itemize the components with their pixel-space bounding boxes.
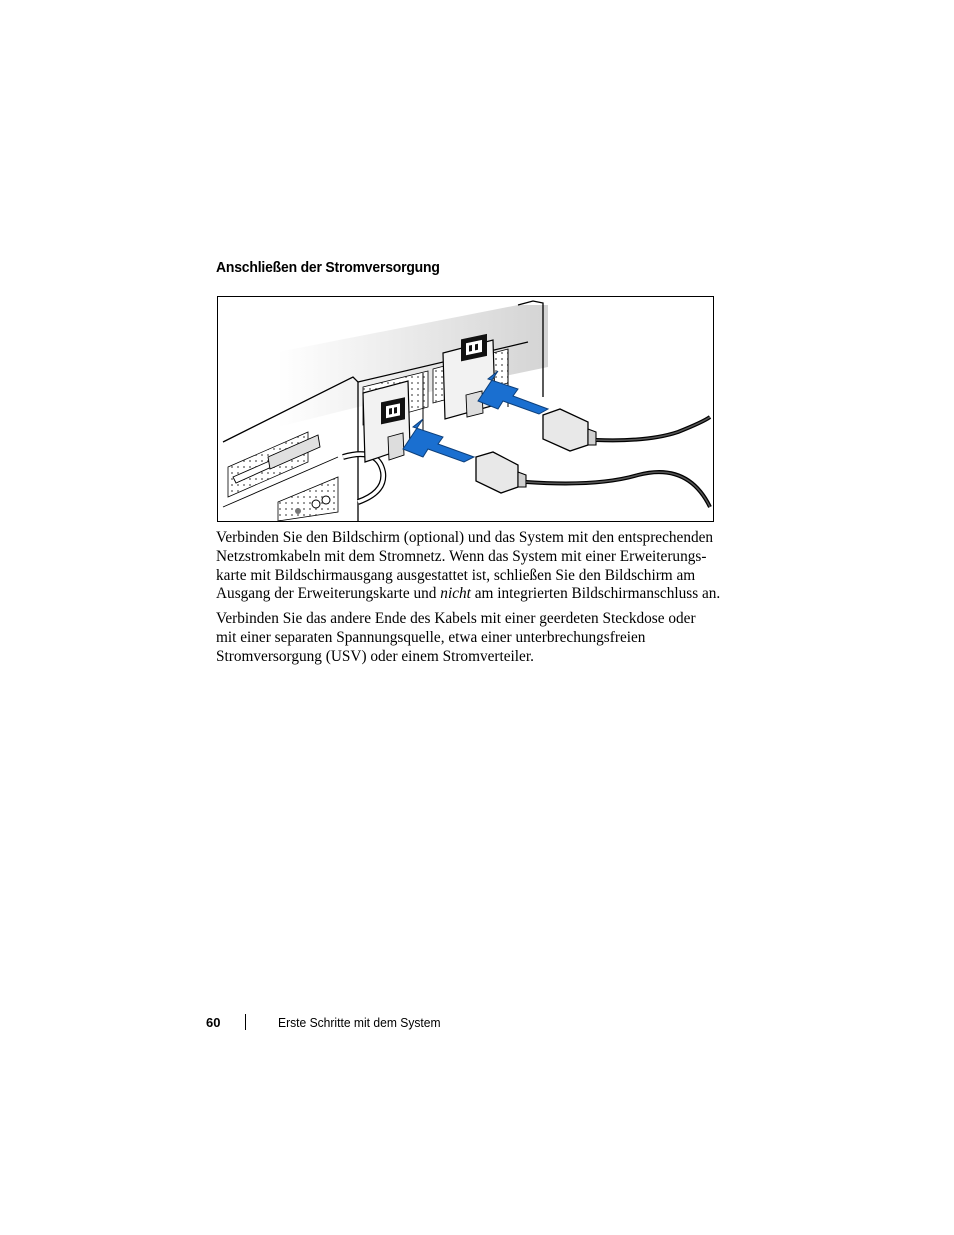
emphasis-text: nicht [440, 585, 471, 603]
text-line: Verbinden Sie das andere Ende des Kabels mit einer geerdeten Steckdose oder [216, 610, 696, 627]
footer-divider [245, 1014, 246, 1030]
text-line: Netzstromkabeln mit dem Stromnetz. Wenn das System mit einer Erweiterungs- [216, 547, 707, 565]
text-segment: Ausgang der Erweiterungskarte und [216, 585, 441, 603]
page-number: 60 [206, 1015, 221, 1030]
section-heading: Anschließen der Stromversorgung [216, 259, 440, 276]
footer-title: Erste Schritte mit dem System [278, 1015, 441, 1030]
text-line: Verbinden Sie den Bildschirm (optional) und das System mit den entsprechenden [216, 529, 714, 546]
text-line: Stromversorgung (USV) oder einem Stromverteiler. [216, 647, 534, 665]
power-supply-icon [363, 381, 410, 462]
power-plug-icon [543, 409, 596, 451]
power-cable-icon [596, 417, 710, 440]
text-line: mit einer separaten Spannungsquelle, etwa einer unterbrechungsfreien [216, 628, 646, 646]
server-power-illustration [218, 297, 713, 521]
text-line: karte mit Bildschirmausgang ausgestattet ist, schließen Sie den Bildschirm am [216, 566, 696, 584]
text-segment: am integrierten Bildschirmanschluss an. [470, 585, 721, 603]
paragraph-connect-outlet [216, 610, 720, 666]
paragraph-connect-monitor [216, 529, 720, 604]
power-plug-icon [476, 452, 526, 493]
power-cable-icon [526, 472, 710, 507]
text-line [216, 585, 720, 604]
power-connection-figure [217, 296, 714, 522]
